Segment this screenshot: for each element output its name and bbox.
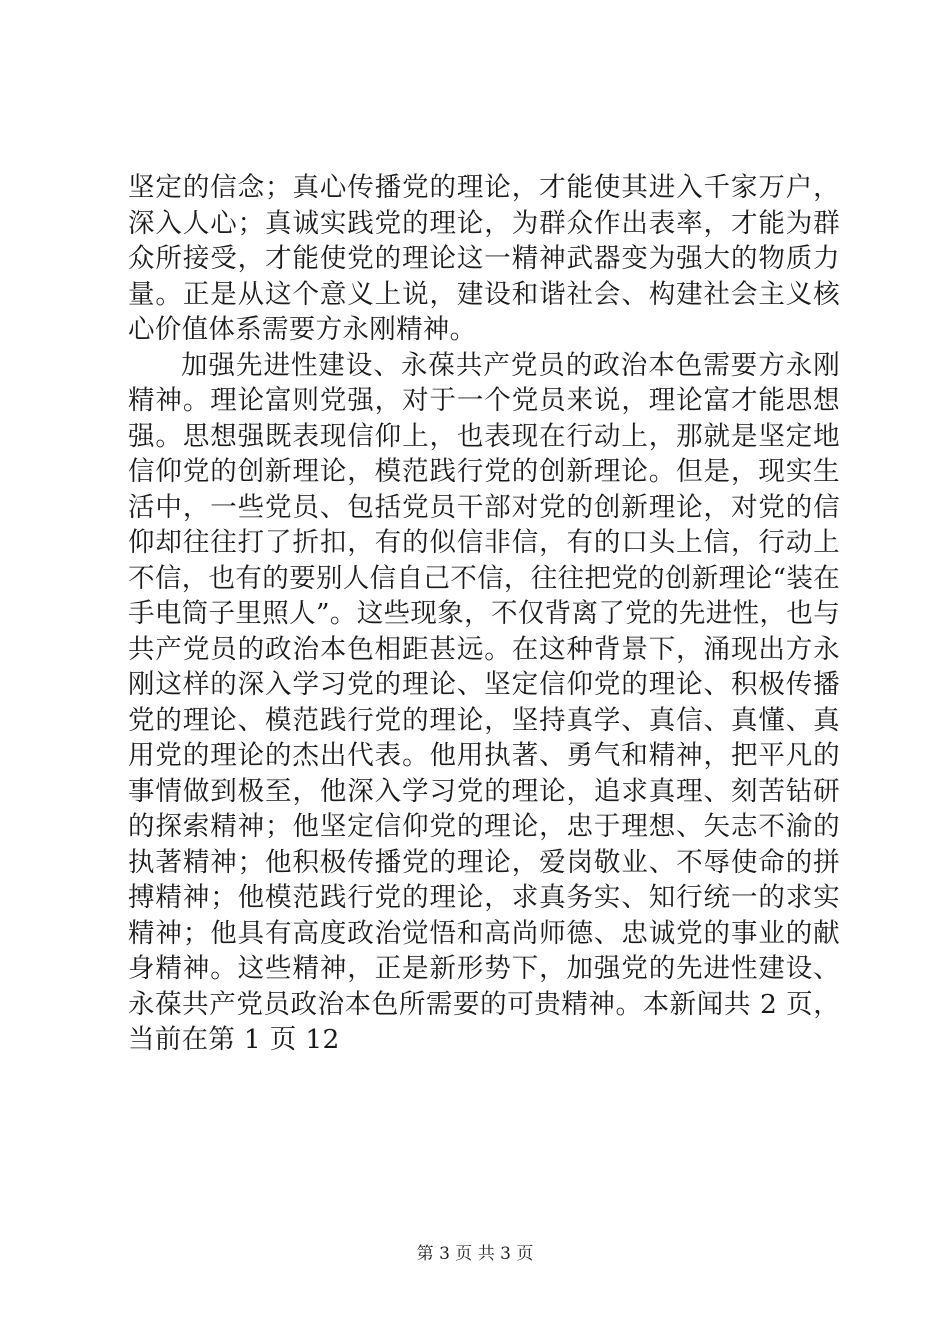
paragraph-2: 加强先进性建设、永葆共产党员的政治本色需要方永刚精神。理论富则党强，对于一个党员来说，理论富才能思想强。思想强既表现信仰上，也表现在行动上，那就是坚定地信仰党的创新理论，模范践行党的创新理论。但是，现实生活中，一些党员、包括党员干部对党的创新理论，对党的信仰却往往打了折扣，有的似信非信，有的口头上信，行动上不信，也有的要别人信自己不信，往往把党的创新理论“装在手电筒子里照人”。这些现象，不仅背离了党的先进性，也与共产党员的政治本色相距甚远。在这种背景下，涌现出方永刚这样的深入学习党的理论、坚定信仰党的理论、积极传播党的理论、模范践行党的理论，坚持真学、真信、真懂、真用党的理论的杰出代表。他用执著、勇气和精神，把平凡的事情做到极至，他深入学习党的理论，追求真理、刻苦钻研的探索精神；他坚定信仰党的理论，忠于理想、矢志不渝的执著精神；他积极传播党的理论，爱岗敬业、不辱使命的拼搏精神；他模范践行党的理论，求真务实、知行统一的求实精神；他具有高度政治觉悟和高尚师德、忠诚党的事业的献身精神。这些精神，正是新形势下，加强党的先进性建设、永葆共产党员政治本色所需要的可贵精神。本新闻共 2 页，当前在第 1 页 12 [128,349,840,1055]
document-body [128,170,840,1058]
page-footer: 第 3 页 共 3 页 [416,1244,534,1264]
paragraph-1: 坚定的信念；真心传播党的理论，才能使其进入千家万户，深入人心；真诚实践党的理论，为群众作出表率，才能为群众所接受，才能使党的理论这一精神武器变为强大的物质力量。正是从这个意义上说，建设和谐社会、构建社会主义核心价值体系需要方永刚精神。 [128,172,840,345]
